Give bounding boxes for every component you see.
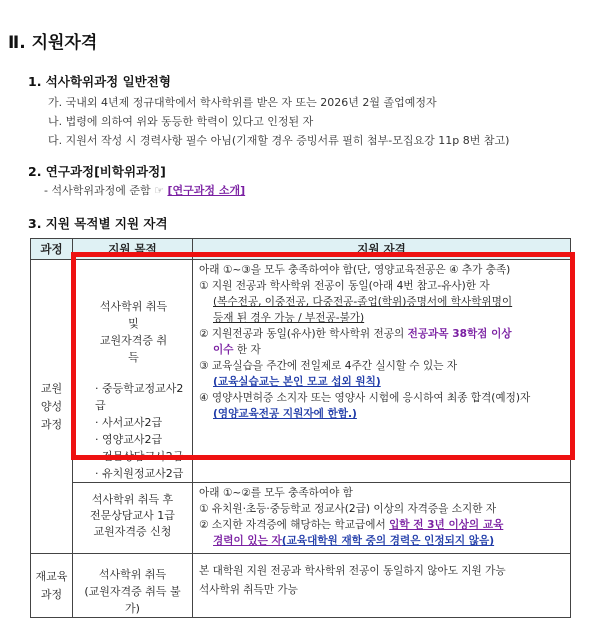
category-text: 재교육	[35, 569, 68, 583]
qual-highlight: 전공과목 38학점 이상	[407, 328, 512, 340]
pointing-hand-icon: ☞	[154, 184, 164, 197]
purpose-item: · 중등학교정교사2급	[95, 382, 184, 412]
section-title: Ⅱ. 지원자격	[8, 33, 98, 53]
purpose-cell	[73, 260, 193, 483]
purpose-text: 교원자격증 신청	[93, 525, 172, 538]
table-header-row	[31, 239, 571, 260]
s2-title: 2. 연구과정[비학위과정]	[28, 164, 166, 179]
s1-title: 1. 석사학위과정 일반전형	[28, 74, 171, 89]
s1-line-a: 가. 국내외 4년제 정규대학에서 학사학위를 받은 자 또는 2026년 2월 졸업예정자	[48, 96, 437, 109]
qual-highlight: 경력이 있는 자	[213, 535, 282, 547]
purpose-text: 전문상담교사 1급	[90, 509, 175, 522]
category-text: 과정	[40, 417, 63, 431]
qual-text: 한 자	[236, 344, 261, 356]
col-header-qualification: 지원 자격	[193, 239, 571, 260]
category-text: 양성	[40, 399, 63, 413]
category-retraining	[31, 554, 73, 618]
qual-item-1-detail: 등재 된 경우 가능 / 부전공-불가)	[213, 312, 365, 324]
qual-item-1-detail: (복수전공, 이중전공, 다중전공-졸업(학위)증명서에 학사학위명이	[213, 296, 513, 308]
col-header-purpose: 지원 목적	[73, 239, 193, 260]
col-header-course: 과정	[31, 239, 73, 260]
qualification-table	[30, 238, 571, 618]
qual-item-1: ① 유치원·초등·중등학교 정교사(2급) 이상의 자격증을 소지한 자	[199, 503, 497, 515]
qual-note: (교육대학원 재학 중의 경력은 인정되지 않음)	[281, 535, 495, 547]
purpose-item: · 영양교사2급	[95, 433, 163, 446]
qual-item-3: ③ 교육실습을 주간에 전일제로 4주간 실시할 수 있는 자	[199, 360, 458, 372]
qual-item-2-cont	[199, 533, 564, 549]
table-row	[31, 260, 571, 483]
purpose-item: · 유치원정교사2급	[95, 467, 184, 480]
purpose-text: (교원자격증 취득 불가)	[84, 585, 181, 615]
qual-item-2	[199, 326, 564, 342]
qual-item-2-cont	[199, 342, 564, 358]
qual-intro: 아래 ①~②를 모두 충족하여야 함	[199, 487, 353, 499]
s1-line-b: 나. 법령에 의하여 위와 동등한 학력이 있다고 인정된 자	[48, 115, 314, 128]
category-text: 과정	[40, 587, 63, 601]
table-row	[31, 554, 571, 618]
qual-item-4: ④ 영양사면허증 소지자 또는 영양사 시험에 응시하여 최종 합격(예정)자	[199, 392, 531, 404]
qual-item-1: ① 지원 전공과 학사학위 전공이 동일(아래 4번 참고-유사)한 자	[199, 280, 490, 292]
s2-line	[44, 182, 245, 198]
table-row	[31, 483, 571, 554]
category-text: 교원	[40, 381, 63, 395]
purpose-text: 석사학위 취득 후	[91, 493, 174, 506]
purpose-text: 석사학위 취득	[98, 568, 167, 581]
purpose-cell	[73, 483, 193, 554]
purpose-title: 교원자격증 취득	[99, 334, 168, 364]
qualification-cell	[193, 483, 571, 554]
category-teacher-training	[31, 260, 73, 554]
s1-line-c: 다. 지원서 작성 시 경력사항 필수 아님(기재할 경우 증빙서류 필히 첨부-모집요강 11p 8번 참고)	[48, 134, 510, 147]
qual-item-4-note: (영양교육전공 지원자에 한함.)	[213, 408, 357, 420]
qual-item-2	[199, 517, 564, 533]
qual-text: ② 소지한 자격증에 해당하는 학교급에서	[199, 519, 390, 531]
s2-line-text: - 석사학위과정에 준함	[44, 184, 151, 197]
qual-item-3-note: (교육실습교는 본인 모교 섭외 원칙)	[213, 376, 381, 388]
qual-highlight: 입학 전 3년 이상의 교육	[389, 519, 504, 531]
purpose-item: · 사서교사2급	[95, 416, 163, 429]
qualification-cell	[193, 260, 571, 483]
qualification-cell	[193, 554, 571, 618]
s3-title: 3. 지원 목적별 지원 자격	[28, 216, 168, 231]
qual-highlight: 이수	[213, 344, 234, 356]
research-course-link[interactable]: [연구과정 소개]	[167, 184, 246, 197]
purpose-cell	[73, 554, 193, 618]
qual-item-1: 본 대학원 지원 전공과 학사학위 전공이 동일하지 않아도 지원 가능	[199, 565, 506, 577]
qual-intro: 아래 ①~③을 모두 충족하여야 함(단, 영양교육전공은 ④ 추가 충족)	[199, 264, 511, 276]
purpose-title: 석사학위 취득 및	[99, 300, 168, 330]
purpose-item: · 전문상담교사2급	[95, 450, 184, 463]
qual-text: ② 지원전공과 동일(유사)한 학사학위 전공의	[199, 328, 408, 340]
qual-item-2: 석사학위 취득만 가능	[199, 584, 298, 596]
